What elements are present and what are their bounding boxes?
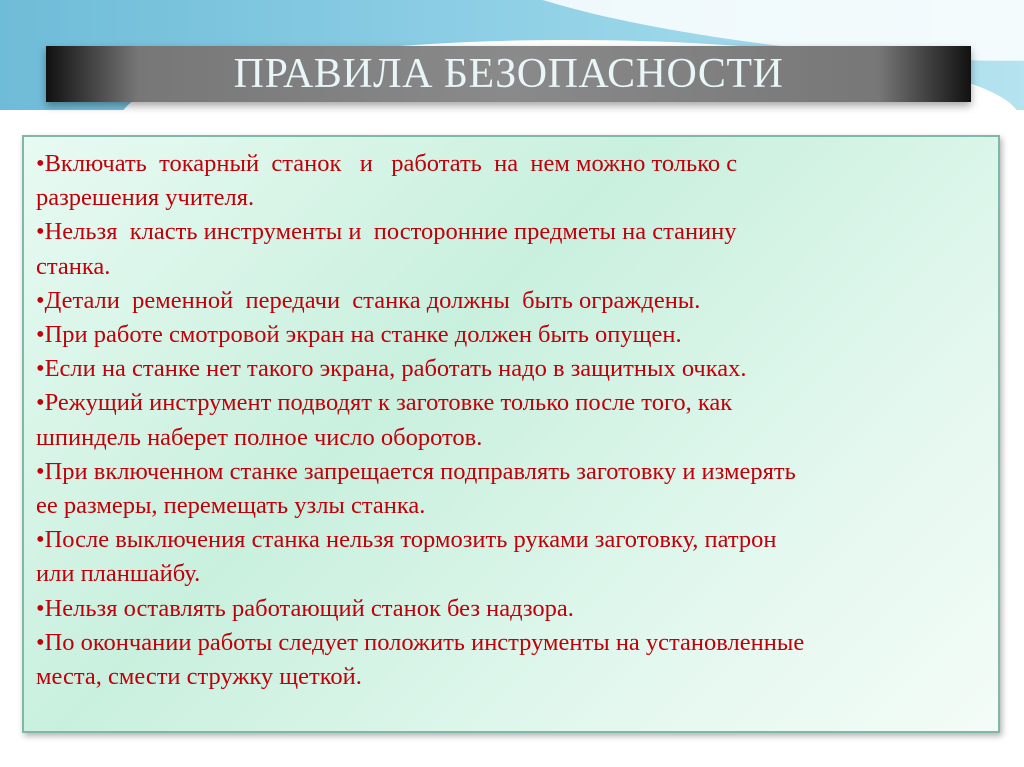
rule-item [36,626,986,694]
rule-text-line: места, смести стружку щеткой. [36,663,362,691]
rule-text-line: •По окончании работы следует положить инструменты на установленные [36,628,805,656]
rule-text-line: разрешения учителя. [36,184,255,212]
rule-item [36,147,986,215]
rule-text-line: •Нельзя оставлять работающий станок без надзора. [36,594,574,622]
rule-text-line: ее размеры, перемещать узлы станка. [36,492,426,520]
rule-text-line: •Детали ременной передачи станка должны быть ограждены. [36,286,701,314]
rule-text-line: шпиндель наберет полное число оборотов. [36,423,483,451]
slide-title: ПРАВИЛА БЕЗОПАСНОСТИ [233,51,784,97]
rule-text-line: станка. [36,252,111,280]
rule-item [36,215,986,283]
rule-text-line: •Нельзя класть инструменты и посторонние предметы на станину [36,218,737,246]
rule-text-line: •При включенном станке запрещается подправлять заготовку и измерять [36,457,796,485]
rule-text-line: •При работе смотровой экран на станке должен быть опущен. [36,321,682,349]
rule-text-line: •Включать токарный станок и работать на нем можно только с [36,150,738,177]
rule-item [36,318,986,352]
rule-text-line: •Режущий инструмент подводят к заготовке только после того, как [36,389,733,417]
rule-item [36,455,986,523]
rule-item [36,592,986,626]
rule-item [36,523,986,591]
rule-item [36,386,986,454]
rule-text-line: или планшайбу. [36,560,201,588]
rule-text-line: •Если на станке нет такого экрана, работать надо в защитных очках. [36,355,747,383]
rules-box [22,135,1000,733]
rule-text-line: •После выключения станка нельзя тормозить руками заготовку, патрон [36,526,777,554]
rule-item [36,352,986,386]
rule-item [36,284,986,318]
title-bar [46,46,971,102]
